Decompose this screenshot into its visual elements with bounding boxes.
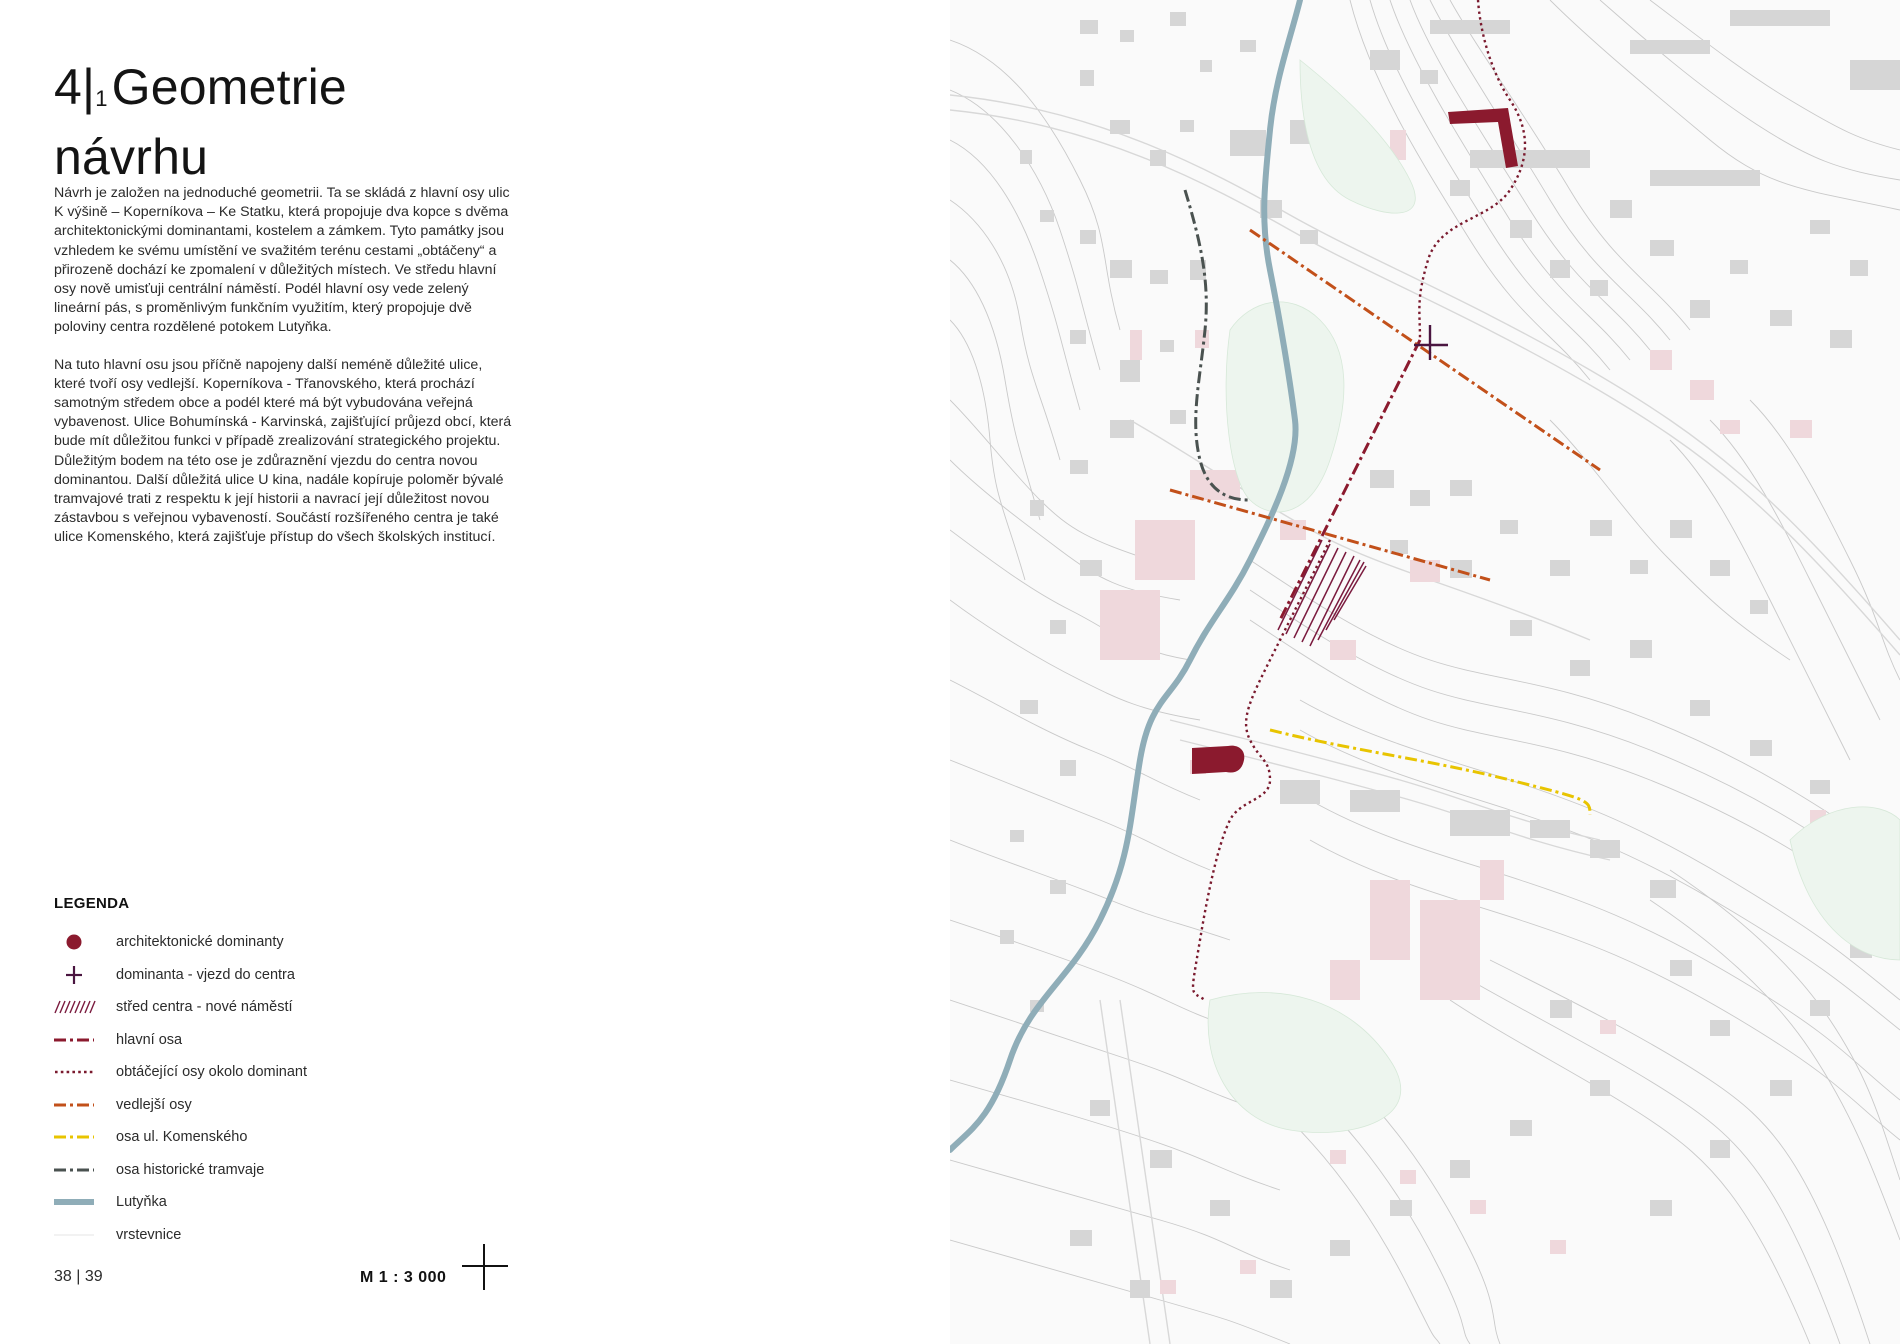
- contour-lines: [950, 0, 1900, 1344]
- dash-dot-line-icon: [54, 1030, 116, 1050]
- green-zones: [1208, 60, 1900, 1132]
- hatch-icon: [54, 997, 116, 1017]
- legend-item-architectural-dominants: [54, 926, 474, 959]
- plus-cross-icon: [54, 965, 116, 985]
- body-paragraph-2: Na tuto hlavní osu jsou příčně napojeny další neméně důležité ulice, které tvoří osy vedlejší. Koperníkova - Třanovského, která prochází samotným středem obce a podél které má být vybudována veřejná vybavenost. Ulice Bohumínská - Karvinská, zajišťující průjezd obcí, která bude mít důležitou funkci v případě zrealizování strategického projektu. Důležitým bodem na této ose je zdůraznění vjezdu do centra novou dominantou. Další důležitá ulice U kina, nadále kopíruje poloměr bývalé tramvajové trati z respektu k její historii a navrací její důležitost novou zástavbou s veřejnou vybaveností. Součástí rozšířeného centra je také ulice Komenského, která zajišťuje přístup do všech školských institucí.: [54, 356, 512, 546]
- chapter-separator: |: [82, 59, 96, 115]
- legend-item-tram-axis: [54, 1154, 474, 1187]
- legend-label: hlavní osa: [116, 1031, 183, 1048]
- filled-circle-icon: [54, 932, 116, 952]
- legend-label: vrstevnice: [116, 1226, 182, 1243]
- map-scale: M 1 : 3 000: [360, 1269, 447, 1286]
- legend-title: LEGENDA: [54, 895, 130, 912]
- legend-label: střed centra - nové náměstí: [116, 999, 293, 1016]
- stream-lutynka: [950, 0, 1300, 1150]
- legend-label: dominanta - vjezd do centra: [116, 966, 295, 983]
- legend-label: osa historické tramvaje: [116, 1161, 265, 1178]
- chapter-subnumber: 1: [95, 86, 108, 111]
- thick-line-icon: [54, 1192, 116, 1212]
- legend-label: Lutyňka: [116, 1194, 167, 1211]
- page-numbers: 38 | 39: [54, 1268, 103, 1285]
- legend-item-contours: [54, 1219, 474, 1252]
- body-paragraph-1: Návrh je založen na jednoduché geometrii. Ta se skládá z hlavní osy ulic K výšině – Koperníkova – Ke Statku, která propojuje dva kopce s dvěma architektonickými dominantami, kostelem a zámkem. Tyto památky jsou vzhledem ke svému umístění ve svažitém terénu cestami „obtáčeny“ a přirozeně dochází ke zpomalení v důležitých místech. Ve středu hlavní osy nově umisťuji centrální náměstí. Podél hlavní osy vede zelený lineární pás, s proměnlivým funkčním využitím, který propojuje dvě poloviny centra rozdělené potokem Lutyňka.: [54, 185, 510, 336]
- legend-label: obtáčející osy okolo dominant: [116, 1064, 308, 1081]
- dotted-line-icon: [54, 1062, 116, 1082]
- legend-label: osa ul. Komenského: [116, 1129, 248, 1146]
- page-title: [54, 58, 347, 186]
- church-dominant-icon: [1192, 746, 1244, 774]
- dash-dot-line-icon: [54, 1127, 116, 1147]
- body-text: [54, 184, 514, 566]
- legend-item-komenskeho-axis: [54, 1121, 474, 1154]
- title-line-2: návrhu: [54, 129, 209, 185]
- legend: [54, 895, 474, 1251]
- legend-item-circling-axes: [54, 1056, 474, 1089]
- site-map: [950, 0, 1900, 1344]
- site-map-drawing: [950, 0, 1900, 1344]
- road-network: [950, 95, 1900, 1344]
- legend-item-stream: [54, 1186, 474, 1219]
- legend-label: vedlejší osy: [116, 1096, 192, 1113]
- thin-line-icon: [54, 1225, 116, 1245]
- legend-item-entry-dominant: [54, 959, 474, 992]
- legend-item-secondary-axes: [54, 1089, 474, 1122]
- title-line-1: Geometrie: [111, 59, 347, 115]
- legend-item-main-axis: [54, 1024, 474, 1057]
- chapter-number: 4: [54, 59, 83, 115]
- buildings-pink: [1100, 130, 1826, 1294]
- dash-dot-line-icon: [54, 1095, 116, 1115]
- north-arrow-icon: [462, 1244, 508, 1295]
- legend-item-new-square: [54, 991, 474, 1024]
- legend-label: architektonické dominanty: [116, 934, 284, 951]
- dash-dot-line-icon: [54, 1160, 116, 1180]
